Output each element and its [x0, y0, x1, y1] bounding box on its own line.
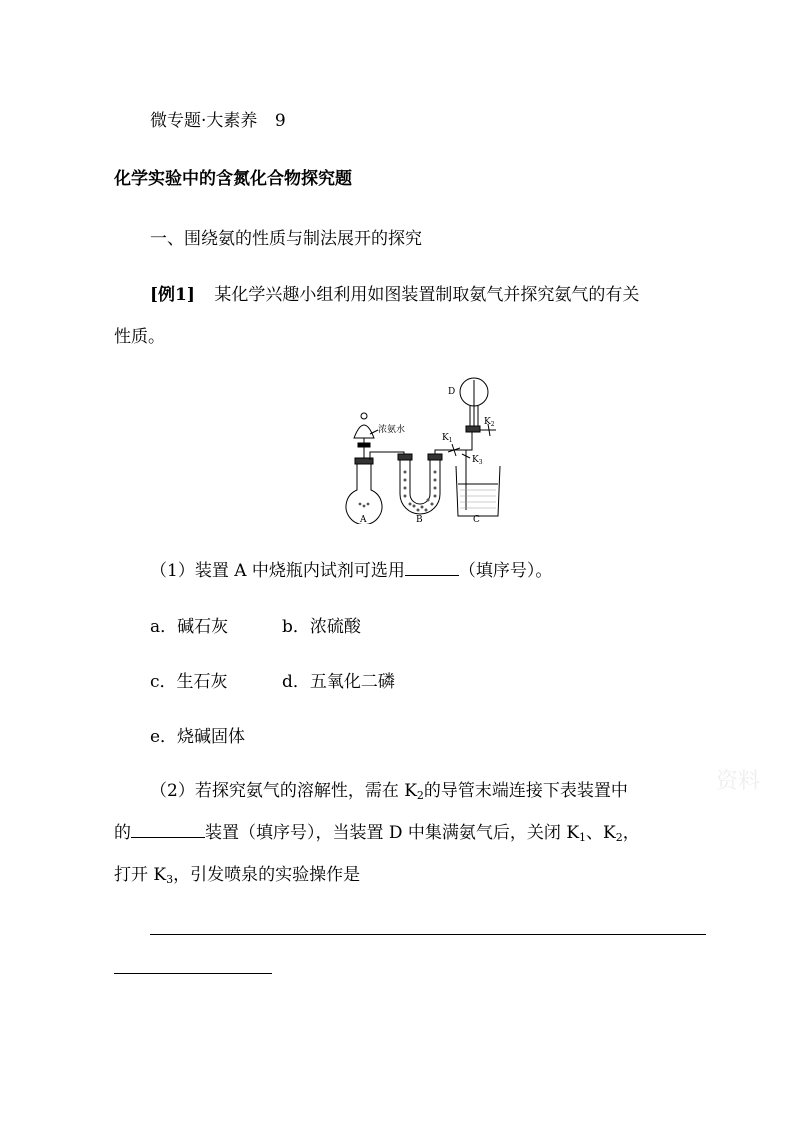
q2-answer-line-1[interactable]: [150, 934, 706, 935]
option-e: e．烧碱固体: [150, 727, 246, 747]
option-b: b．浓硫酸: [282, 617, 361, 637]
label-k1: $K_1$: [442, 433, 453, 444]
apparatus-figure: [330, 372, 510, 524]
watermark: 资料: [716, 769, 761, 794]
q1-suffix: （填序号）。: [458, 561, 553, 581]
label-a: A: [360, 515, 367, 524]
q2-line1: （2）若探究氨气的溶解性，需在 $K_2$的导管末端连接下表装置中: [150, 781, 628, 802]
q1-answer-blank[interactable]: [405, 559, 459, 576]
label-d: D: [448, 387, 456, 397]
q1-line: [150, 556, 552, 581]
option-d: d．五氧化二磷: [282, 672, 395, 692]
q2-answer-line-2[interactable]: [114, 973, 272, 974]
option-a: a．碱石灰: [150, 617, 229, 637]
header-title: [150, 106, 286, 131]
section-heading: 一、围绕氨的性质与制法展开的探究: [150, 229, 422, 249]
q2-line2: 的 装置（填序号），当装置 D 中集满氨气后，关闭 $K_1$、$K_2$，: [114, 823, 640, 844]
label-c: C: [473, 515, 480, 524]
q1-prefix: （1）装置 A 中烧瓶内试剂可选用: [150, 561, 405, 581]
example-line2: 性质。: [114, 327, 165, 347]
topic-title: 化学实验中的含氮化合物探究题: [114, 169, 352, 189]
label-reagent: 浓氨水: [378, 425, 406, 435]
q2-answer-blank-1[interactable]: [131, 821, 205, 838]
option-c: c．生石灰: [150, 672, 228, 692]
header-title-text: 微专题·大素养: [150, 111, 258, 131]
label-b: B: [416, 515, 423, 524]
header-number: 9: [274, 111, 286, 131]
example-text-1: 某化学兴趣小组利用如图装置制取氨气并探究氨气的有关: [214, 285, 640, 305]
funnel-stopper: [361, 413, 367, 419]
example-label: [例1]: [150, 285, 195, 305]
label-k2: $K_2$: [484, 417, 495, 428]
example-line1: [150, 280, 639, 305]
q2-line3: 打开 $K_3$，引发喷泉的实验操作是: [114, 865, 361, 886]
dropping-funnel: [354, 425, 374, 438]
label-k3: $K_3$: [472, 455, 483, 466]
beaker-c: [456, 466, 500, 516]
